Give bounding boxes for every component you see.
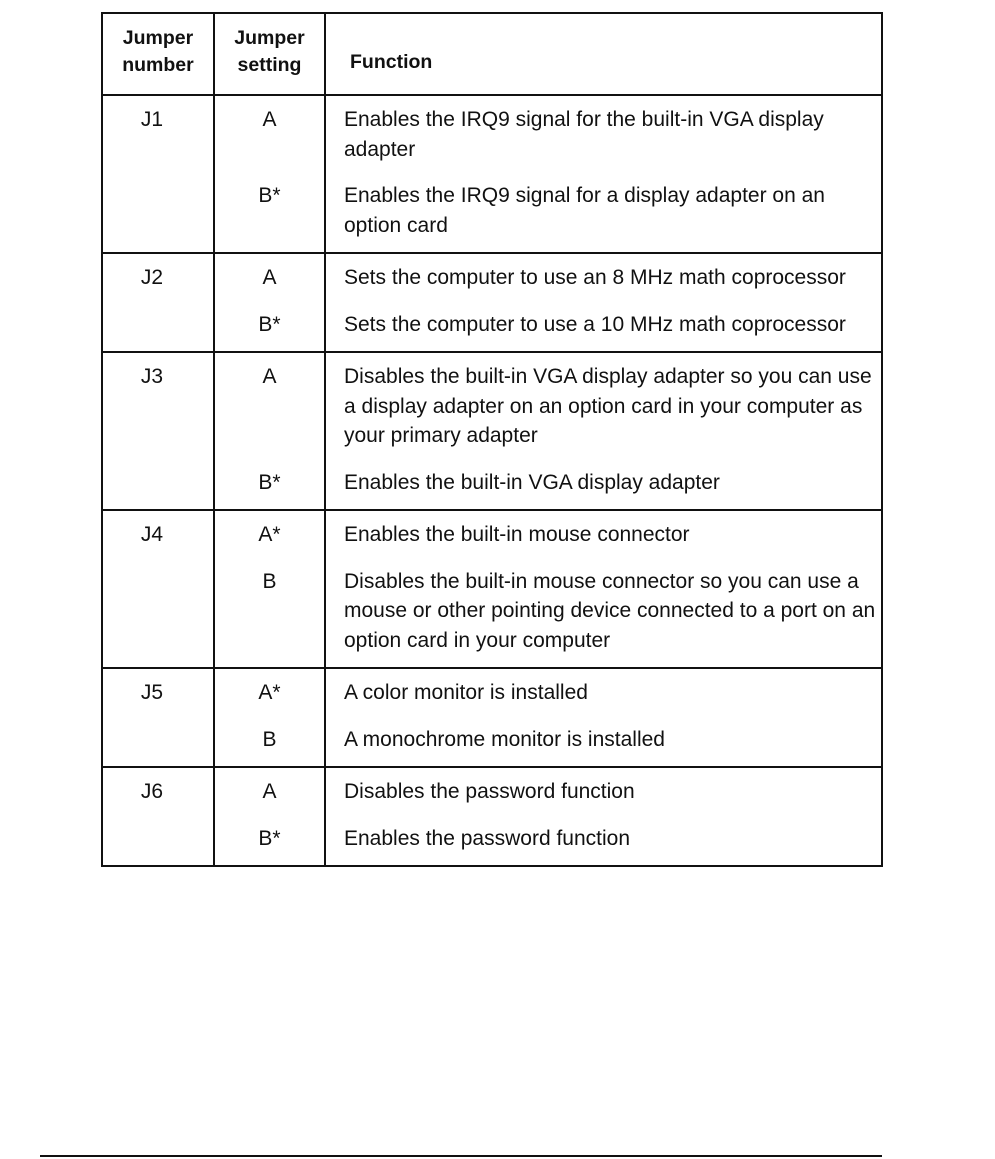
jumper-number-cell-empty	[102, 174, 214, 253]
jumper-number-cell-empty	[102, 303, 214, 353]
header-jumper-setting-line2: setting	[237, 54, 302, 76]
jumper-function-cell: Disables the password function	[325, 767, 882, 817]
jumper-number-cell: J3	[102, 352, 214, 461]
jumper-setting-cell: A	[214, 253, 325, 303]
jumper-setting-cell: B*	[214, 817, 325, 867]
jumper-number-cell: J5	[102, 668, 214, 718]
jumper-number-cell: J1	[102, 95, 214, 174]
jumper-number-cell-empty	[102, 461, 214, 511]
header-jumper-number-line1: Jumper	[122, 27, 194, 49]
table-row	[102, 718, 882, 768]
table-row	[102, 817, 882, 867]
jumper-group-j5	[102, 668, 882, 767]
jumper-function-cell: Enables the IRQ9 signal for a display adapter on an option card	[325, 174, 882, 253]
jumper-function-cell: Disables the built-in mouse connector so you can use a mouse or other pointing device connected to a port on an option card in your computer	[325, 560, 882, 669]
jumper-function-cell: Disables the built-in VGA display adapter so you can use a display adapter on an option card in your computer as your primary adapter	[325, 352, 882, 461]
table-row	[102, 560, 882, 669]
jumper-function-cell: A color monitor is installed	[325, 668, 882, 718]
jumper-number-cell-empty	[102, 718, 214, 768]
table-row	[102, 767, 882, 817]
jumper-setting-cell: B*	[214, 174, 325, 253]
table-row	[102, 253, 882, 303]
jumper-setting-cell: A*	[214, 668, 325, 718]
table-row	[102, 303, 882, 353]
jumper-settings-table	[101, 12, 883, 867]
jumper-setting-cell: B	[214, 560, 325, 669]
table-row	[102, 510, 882, 560]
jumper-number-cell: J6	[102, 767, 214, 817]
jumper-number-cell: J2	[102, 253, 214, 303]
jumper-setting-cell: A	[214, 352, 325, 461]
jumper-group-j6	[102, 767, 882, 866]
jumper-function-cell: Enables the built-in mouse connector	[325, 510, 882, 560]
jumper-setting-cell: A*	[214, 510, 325, 560]
jumper-group-j3	[102, 352, 882, 510]
header-function: Function	[325, 13, 882, 95]
jumper-function-cell: Enables the password function	[325, 817, 882, 867]
jumper-number-cell: J4	[102, 510, 214, 560]
table-row	[102, 461, 882, 511]
jumper-setting-cell: A	[214, 767, 325, 817]
jumper-setting-cell: B*	[214, 461, 325, 511]
table-row	[102, 352, 882, 461]
table-header-row	[102, 13, 882, 95]
page-bottom-rule	[40, 1155, 882, 1157]
jumper-setting-cell: B	[214, 718, 325, 768]
jumper-function-cell: Enables the IRQ9 signal for the built-in VGA display adapter	[325, 95, 882, 174]
jumper-function-cell: Sets the computer to use an 8 MHz math coprocessor	[325, 253, 882, 303]
header-jumper-setting-line1: Jumper	[234, 27, 305, 49]
jumper-function-cell: Enables the built-in VGA display adapter	[325, 461, 882, 511]
header-jumper-number	[102, 13, 214, 95]
jumper-group-j1	[102, 95, 882, 253]
header-jumper-setting	[214, 13, 325, 95]
jumper-number-cell-empty	[102, 817, 214, 867]
jumper-function-cell: Sets the computer to use a 10 MHz math coprocessor	[325, 303, 882, 353]
jumper-setting-cell: A	[214, 95, 325, 174]
table-row	[102, 95, 882, 174]
jumper-group-j4	[102, 510, 882, 668]
jumper-number-cell-empty	[102, 560, 214, 669]
jumper-group-j2	[102, 253, 882, 352]
header-jumper-number-line2: number	[122, 54, 194, 76]
table-row	[102, 668, 882, 718]
jumper-setting-cell: B*	[214, 303, 325, 353]
jumper-function-cell: A monochrome monitor is installed	[325, 718, 882, 768]
table-row	[102, 174, 882, 253]
